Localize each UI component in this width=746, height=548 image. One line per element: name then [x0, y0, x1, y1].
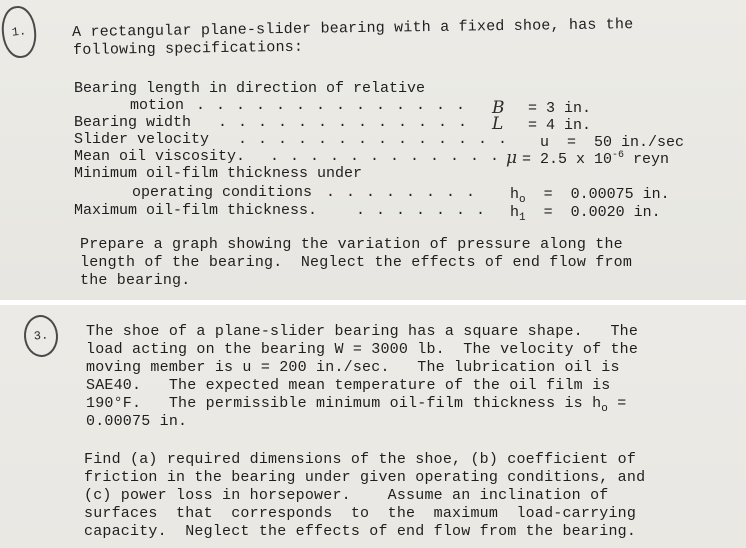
spec-length-value: = 3 in. [528, 100, 592, 117]
spec-min-label-1: Minimum oil-film thickness under [74, 165, 363, 182]
spec-velocity-label: Slider velocity [74, 131, 210, 148]
problem-3-card [0, 305, 746, 548]
spec-length-label-1: Bearing length in direction of relative [74, 80, 426, 97]
leader-dots: . . . . . . . . . . . . . . [238, 131, 509, 148]
spec-min-label-2: operating conditions [132, 184, 313, 201]
intro-line-2: following specifications: [73, 38, 304, 59]
para1-line-2: load acting on the bearing W = 3000 lb. The velocity of the [86, 341, 639, 358]
leader-dots: . . . . . . . . . . . . . . [196, 97, 467, 114]
spec-max-value: $h_1 = 0.0020$ in. [510, 204, 661, 224]
problem-number: 1. [11, 24, 27, 40]
intro-line-1: A rectangular plane-slider bearing with a fixed shoe, has the [72, 16, 634, 41]
handwritten-symbol-l: L [492, 114, 504, 134]
spec-width-value: = 4 in. [528, 117, 592, 134]
para2-line-2: friction in the bearing under given operating conditions, and [84, 469, 646, 486]
spec-width-label: Bearing width [74, 114, 192, 131]
handwritten-symbol-b: B [492, 98, 505, 118]
leader-dots: . . . . . . . [356, 202, 487, 219]
problem-number-circle [0, 4, 39, 59]
para2-line-4: surfaces that corresponds to the maximum load-carrying [84, 505, 637, 522]
task-line-3: the bearing. [80, 272, 191, 289]
leader-dots: . . . . . . . . . . . . [270, 148, 501, 165]
leader-dots: . . . . . . . . . . . . . [218, 114, 469, 131]
para2-line-3: (c) power loss in horsepower. Assume an inclination of [84, 487, 609, 504]
spec-viscosity-value: = 2.5 x $10^{-6}$ reyn [522, 150, 670, 168]
para1-line-3: moving member is u = 200 in./sec. The lubrication oil is [86, 359, 620, 376]
leader-dots: . . . . . . . . [326, 184, 477, 201]
para1-line-1: The shoe of a plane-slider bearing has a square shape. The [86, 323, 639, 340]
problem-number-circle [23, 314, 60, 358]
para1-line-6: 0.00075 in. [86, 413, 188, 430]
spec-viscosity-label: Mean oil viscosity. [74, 148, 246, 165]
para1-line-4: SAE40. The expected mean temperature of the oil film is [86, 377, 611, 394]
problem-number: 3. [33, 328, 49, 344]
handwritten-symbol-mu: μ [506, 148, 518, 168]
task-line-1: Prepare a graph showing the variation of pressure along the [80, 236, 623, 253]
para1-line-5: 190°F. The permissible minimum oil-film thickness is $h_o$ = [86, 395, 627, 415]
spec-max-label: Maximum oil-film thickness. [74, 202, 318, 219]
spec-min-value: $h_o = 0.00075$ in. [510, 186, 670, 206]
para2-line-5: capacity. Neglect the effects of end flow from the bearing. [84, 523, 637, 540]
spec-velocity-value: u = 50 in./sec [540, 134, 685, 151]
task-line-2: length of the bearing. Neglect the effects of end flow from [80, 254, 633, 271]
para2-line-1: Find (a) required dimensions of the shoe, (b) coefficient of [84, 451, 637, 468]
spec-length-label-2: motion [130, 97, 185, 114]
